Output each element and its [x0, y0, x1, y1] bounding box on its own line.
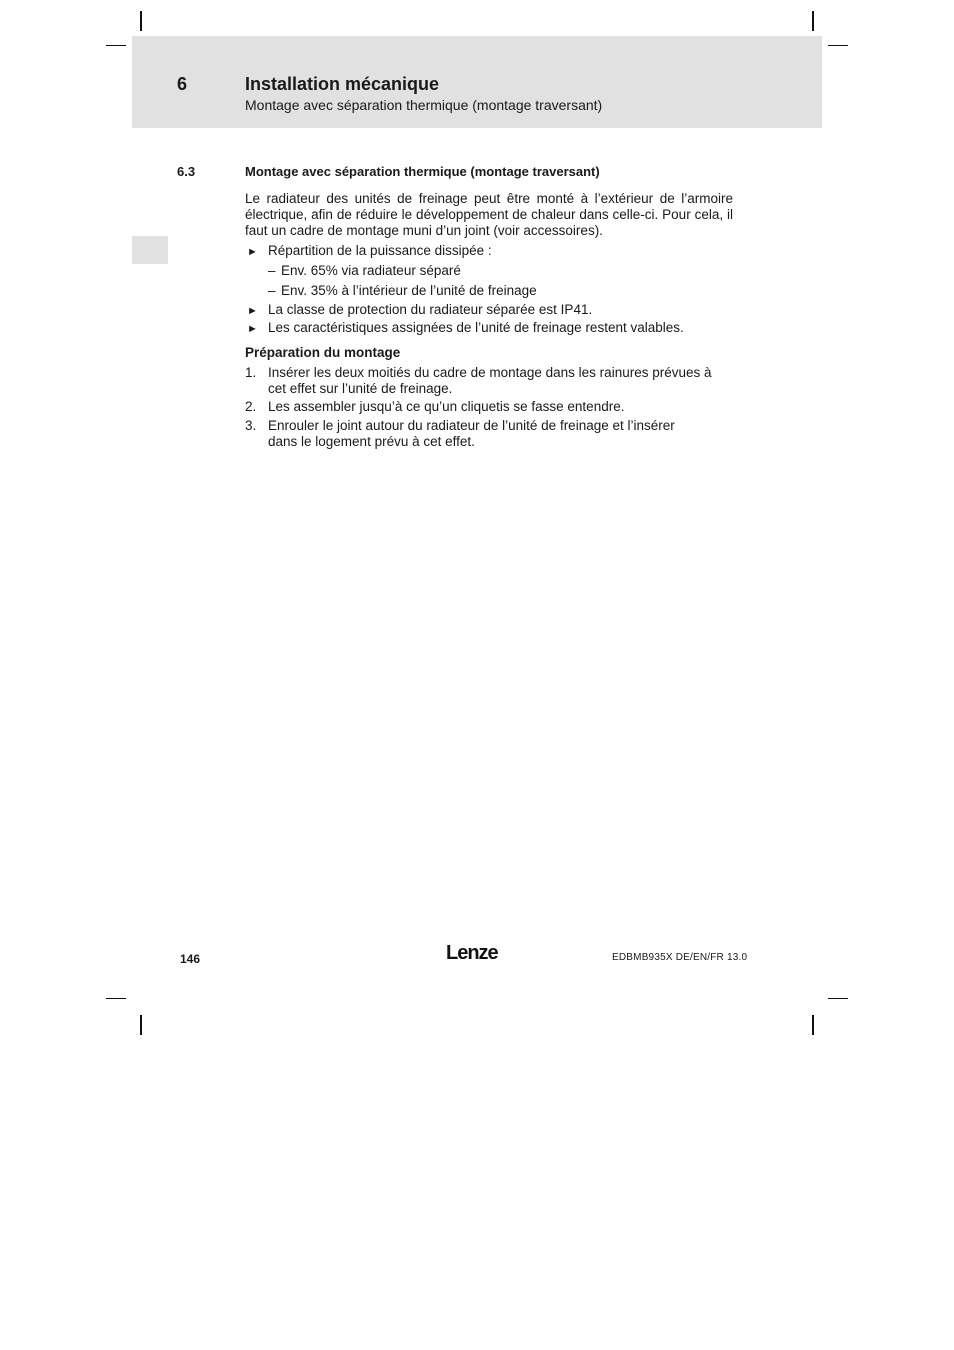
header-band [132, 36, 822, 128]
step-number: 2. [245, 399, 257, 414]
step-number: 3. [245, 418, 257, 433]
crop-mark [828, 45, 848, 46]
sub-bullet-item: Env. 35% à l’intérieur de l’unité de freinage [281, 283, 537, 298]
bullet-item: Les caractéristiques assignées de l’unité de freinage restent valables. [268, 320, 684, 335]
step-number: 1. [245, 365, 257, 380]
chapter-subtitle: Montage avec séparation thermique (montage traversant) [245, 97, 603, 113]
step-line: Enrouler le joint autour du radiateur de l’unité de freinage et l’insérer [268, 418, 675, 433]
page-number: 146 [180, 952, 201, 966]
crop-mark [812, 1015, 814, 1035]
document-reference: EDBMB935X DE/EN/FR 13.0 [612, 952, 748, 963]
bullet-arrow-icon: ► [247, 323, 258, 335]
step-line: cet effet sur l’unité de freinage. [268, 381, 453, 396]
sub-bullet-item: Env. 65% via radiateur séparé [281, 263, 461, 278]
preparation-heading: Préparation du montage [245, 345, 401, 360]
bullet-arrow-icon: ► [247, 246, 258, 258]
chapter-number: 6 [177, 74, 188, 94]
crop-mark [106, 45, 126, 46]
crop-mark [828, 998, 848, 999]
dash-icon: – [268, 263, 276, 278]
crop-mark [106, 998, 126, 999]
section-title: Montage avec séparation thermique (montage traversant) [245, 164, 600, 179]
lenze-logo: Lenze [446, 942, 498, 964]
step-line: Insérer les deux moitiés du cadre de montage dans les rainures prévues à [268, 365, 712, 380]
section-number: 6.3 [177, 164, 196, 179]
bullet-item: La classe de protection du radiateur séparée est IP41. [268, 302, 593, 317]
dash-icon: – [268, 283, 276, 298]
bullet-arrow-icon: ► [247, 305, 258, 317]
side-tab-marker [132, 236, 168, 264]
step-line: dans le logement prévu à cet effet. [268, 434, 475, 449]
chapter-title: Installation mécanique [245, 74, 440, 94]
crop-mark [812, 11, 814, 31]
bullet-item: Répartition de la puissance dissipée : [268, 243, 492, 258]
crop-mark [140, 11, 142, 31]
step-line: Les assembler jusqu’à ce qu’un cliquetis se fasse entendre. [268, 399, 625, 414]
intro-paragraph: Le radiateur des unités de freinage peut être monté à l’extérieur de l’armoire électrique, afin de réduire le développement de chaleur dans celle-ci. Pour cela, il faut un cadre de montage muni d’un joint (voir accessoires). [245, 191, 733, 238]
crop-mark [140, 1015, 142, 1035]
